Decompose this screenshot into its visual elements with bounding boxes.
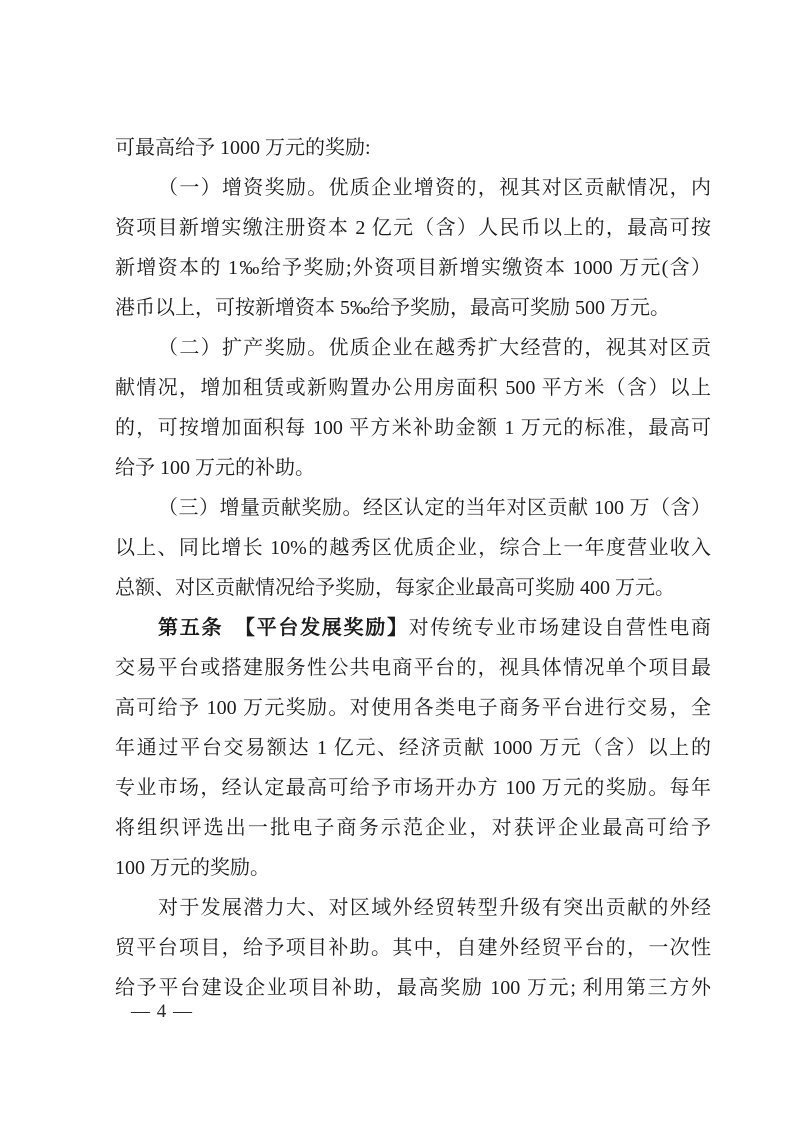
text-segment: 的，可按增加面积每 100 平方米补助金额 1 万元的标准，最高可 xyxy=(115,417,711,439)
text-segment: 对传统专业市场建设自营性电商 xyxy=(408,617,712,639)
text-line xyxy=(115,408,711,448)
text-segment: 资项目新增实缴注册资本 2 亿元（含）人民币以上的，最高可按 xyxy=(115,217,711,239)
text-line xyxy=(115,728,711,768)
text-line xyxy=(115,608,711,648)
text-line xyxy=(115,288,711,328)
text-segment: 以上、同比增长 10%的越秀区优质企业，综合上一年度营业收入 xyxy=(115,537,711,559)
text-segment: （二）扩产奖励。优质企业在越秀扩大经营的，视其对区贡 xyxy=(158,337,711,359)
text-segment: （一）增资奖励。优质企业增资的，视其对区贡献情况，内 xyxy=(158,177,711,199)
text-line xyxy=(115,208,711,248)
text-line xyxy=(115,368,711,408)
text-segment: 100 万元的奖励。 xyxy=(115,857,270,879)
text-line xyxy=(115,888,711,928)
bold-text-segment: 【平台发展奖励】 xyxy=(244,617,409,639)
text-segment: 给予 100 万元的补助。 xyxy=(115,457,315,479)
text-segment: 献情况，增加租赁或新购置办公用房面积 500 平方米（含）以上 xyxy=(115,377,711,399)
text-segment: 专业市场，经认定最高可给予市场开办方 100 万元的奖励。每年 xyxy=(115,777,711,799)
text-line xyxy=(115,688,711,728)
bold-text-segment: 第五条 xyxy=(158,617,224,639)
text-segment: 贸平台项目，给予项目补助。其中，自建外经贸平台的，一次性 xyxy=(115,937,711,959)
text-line xyxy=(115,168,711,208)
text-line xyxy=(115,248,711,288)
text-segment: 年通过平台交易额达 1 亿元、经济贡献 1000 万元（含）以上的 xyxy=(115,737,711,759)
text-line xyxy=(115,568,711,608)
text-segment: （三）增量贡献奖励。经区认定的当年对区贡献 100 万（含） xyxy=(158,497,711,519)
text-segment xyxy=(223,617,245,639)
text-segment: 交易平台或搭建服务性公共电商平台的，视具体情况单个项目最 xyxy=(115,657,711,679)
page-number: — 4 — xyxy=(131,1001,193,1022)
text-line xyxy=(115,448,711,488)
text-segment: 新增资本的 1‰给予奖励;外资项目新增实缴资本 1000 万元(含） xyxy=(115,257,711,279)
text-segment: 对于发展潜力大、对区域外经贸转型升级有突出贡献的外经 xyxy=(158,897,711,919)
text-line xyxy=(115,648,711,688)
text-segment: 将组织评选出一批电子商务示范企业，对获评企业最高可给予 xyxy=(115,817,711,839)
text-line xyxy=(115,968,711,1008)
text-line xyxy=(115,848,711,888)
text-line xyxy=(115,528,711,568)
text-segment: 高可给予 100 万元奖励。对使用各类电子商务平台进行交易，全 xyxy=(115,697,711,719)
text-segment: 港币以上，可按新增资本 5‰给予奖励，最高可奖励 500 万元。 xyxy=(115,297,670,319)
text-line xyxy=(115,328,711,368)
text-line xyxy=(115,128,711,168)
document-body xyxy=(115,128,711,1008)
text-segment: 给予平台建设企业项目补助，最高奖励 100 万元; 利用第三方外 xyxy=(115,977,711,999)
text-line xyxy=(115,488,711,528)
text-line xyxy=(115,768,711,808)
text-line xyxy=(115,808,711,848)
text-segment: 总额、对区贡献情况给予奖励，每家企业最高可奖励 400 万元。 xyxy=(115,577,675,599)
text-segment: 可最高给予 1000 万元的奖励: xyxy=(115,137,371,159)
text-line xyxy=(115,928,711,968)
